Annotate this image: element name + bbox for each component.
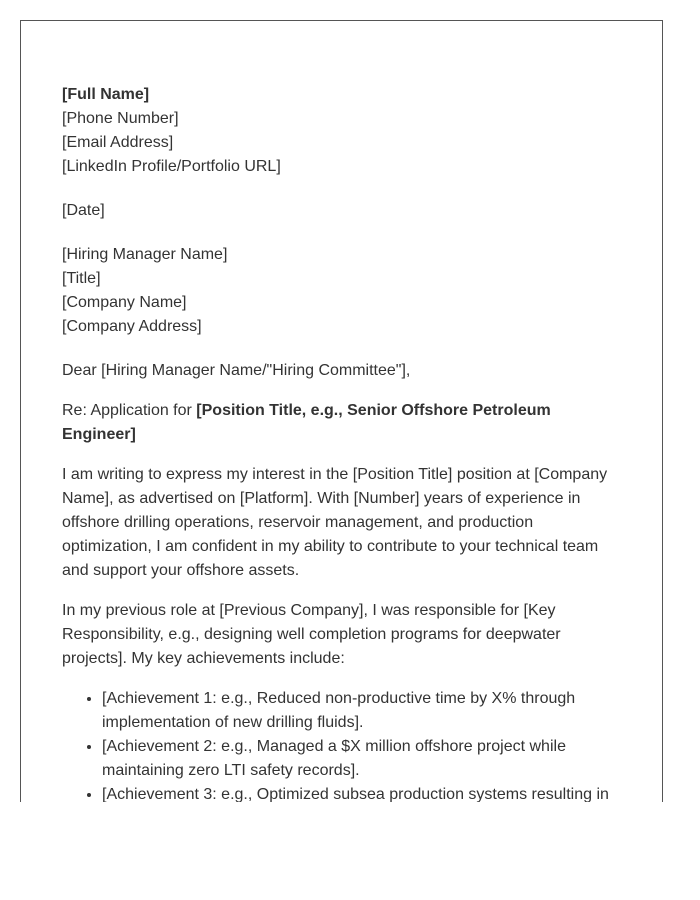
sender-email: [Email Address] (62, 134, 174, 151)
list-item: • [Achievement 2: e.g., Managed a $X million offshore project while maintaining zero LTI safety records]. (102, 735, 622, 783)
spacer (62, 383, 622, 399)
spacer (62, 447, 622, 463)
re-line (62, 399, 622, 447)
paragraph-interest: I am writing to express my interest in the [Position Title] position at [Company Name], as advertised on [Platform]. With [Number] years of experience in offshore drilling operations, reservoir management, and production optimization, I am confident in my ability to contribute to your technical team and support your offshore assets. (62, 466, 608, 579)
recipient-block (62, 243, 622, 339)
spacer (62, 671, 622, 687)
list-item: • [Achievement 1: e.g., Reduced non-productive time by X% through implementation of new drilling fluids]. (102, 687, 622, 735)
recipient-manager-name: [Hiring Manager Name] (62, 246, 228, 263)
sender-block (62, 83, 622, 179)
cover-letter-body (62, 83, 622, 802)
paragraph-previous-role: In my previous role at [Previous Company], I was responsible for [Key Responsibility, e.g., designing well completion programs for deepwater projects]. My key achievements include: (62, 602, 561, 667)
sender-linkedin: [LinkedIn Profile/Portfolio URL] (62, 158, 281, 175)
sender-full-name: [Full Name] (62, 86, 150, 103)
spacer (62, 223, 622, 243)
spacer (62, 179, 622, 199)
spacer (62, 339, 622, 359)
document-page (20, 20, 663, 802)
salutation: Dear [Hiring Manager Name/"Hiring Committee"], (62, 362, 411, 379)
achievements-list (62, 687, 622, 802)
sender-phone: [Phone Number] (62, 110, 179, 127)
list-item: • [Achievement 3: e.g., Optimized subsea production systems resulting in (102, 783, 622, 802)
re-line-prefix: Re: Application for (62, 402, 197, 419)
recipient-title: [Title] (62, 270, 101, 287)
recipient-company-name: [Company Name] (62, 294, 187, 311)
spacer (62, 583, 622, 599)
re-line-position: [Position Title, e.g., Senior Offshore Petroleum Engineer] (62, 402, 551, 443)
recipient-company-address: [Company Address] (62, 318, 202, 335)
letter-date: [Date] (62, 202, 105, 219)
